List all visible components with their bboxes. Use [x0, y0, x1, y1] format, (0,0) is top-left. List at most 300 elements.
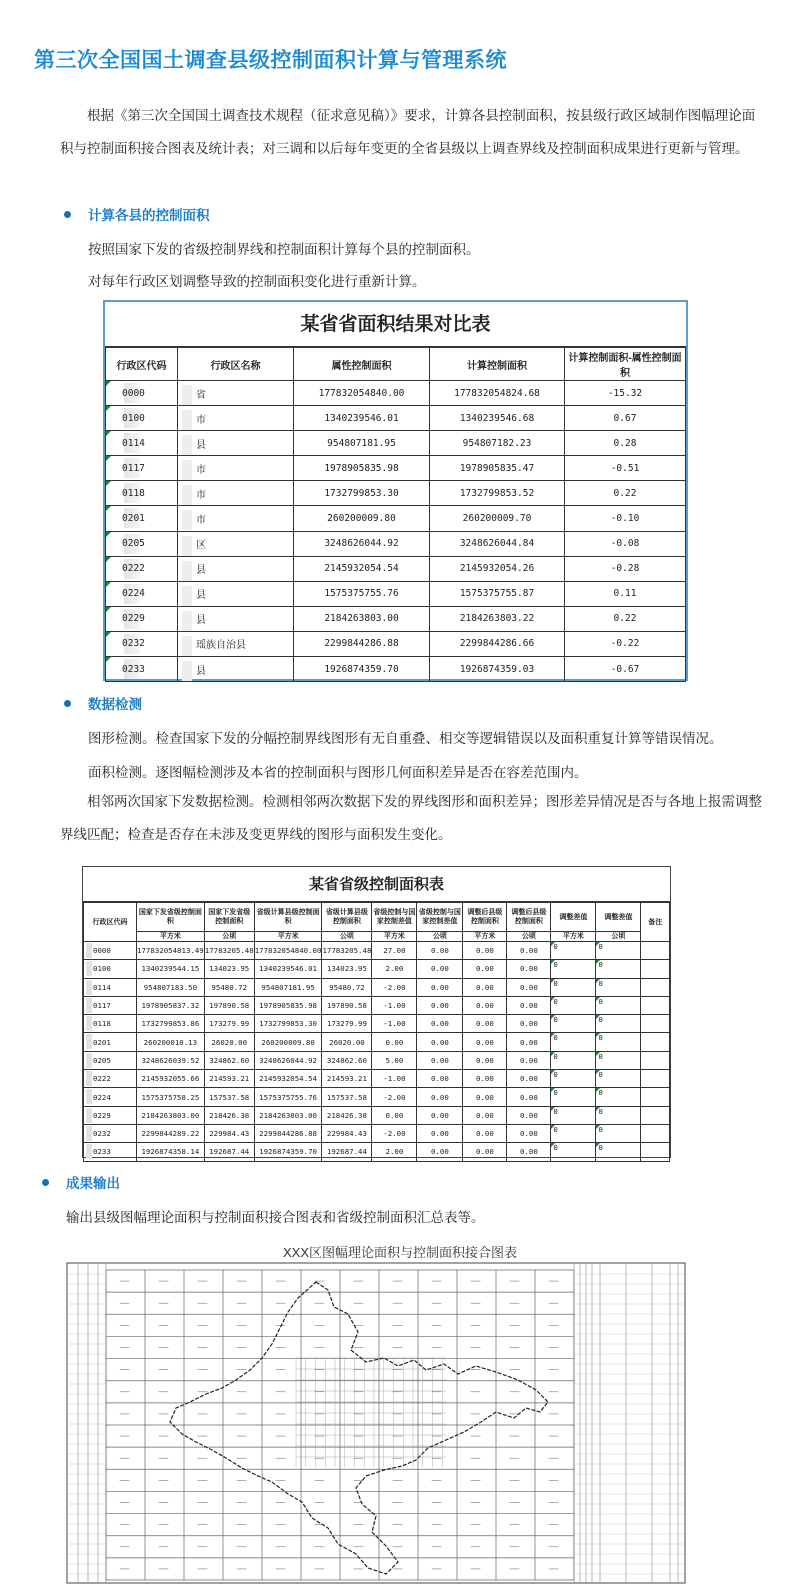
table1-row	[106, 531, 686, 556]
region-name-cell	[178, 381, 294, 406]
remark-cell	[641, 1015, 670, 1033]
table2-header: 平方米	[551, 932, 596, 942]
region-code-text: 0224	[122, 588, 145, 600]
area-value-cell: 260200009.80	[254, 1033, 322, 1051]
region-name-cell	[178, 631, 294, 656]
table2-row	[84, 1088, 670, 1106]
table2-row	[84, 1015, 670, 1033]
region-code-text: 0233	[93, 1147, 111, 1157]
region-code-cell	[106, 631, 178, 656]
area-value-cell: -0.51	[565, 456, 686, 481]
region-name-text: 市	[196, 464, 206, 476]
region-code-cell	[84, 1033, 137, 1051]
table1-title: 某省省面积结果对比表	[105, 302, 686, 347]
region-code-text: 0201	[122, 513, 145, 525]
area-value-cell: 0	[596, 996, 641, 1014]
area-value-cell: 0.00	[417, 978, 463, 996]
table2-header: 平方米	[254, 932, 322, 942]
area-value-cell: 0	[596, 1015, 641, 1033]
area-value-cell: 1575375755.76	[294, 581, 430, 606]
area-value-cell: 0.00	[417, 1088, 463, 1106]
section-heading-label: 成果输出	[66, 1176, 120, 1191]
area-value-cell: 260200009.80	[294, 506, 430, 531]
region-code-text: 0118	[122, 487, 145, 499]
region-name-text: 市	[196, 414, 206, 426]
province-control-area-table	[82, 866, 671, 1158]
region-code-cell	[84, 942, 137, 960]
area-value-cell: 0.00	[372, 1033, 417, 1051]
table2-header: 公顷	[204, 932, 254, 942]
area-value-cell: 0.00	[463, 1143, 507, 1161]
table1-row	[106, 481, 686, 506]
area-value-cell: -0.67	[565, 657, 686, 682]
area-value-cell: 2145932054.54	[294, 556, 430, 581]
area-value-cell: 134023.95	[322, 960, 372, 978]
area-value-cell: 0.00	[463, 1070, 507, 1088]
area-value-cell: 324862.60	[204, 1051, 254, 1069]
region-name-text: 县	[196, 439, 206, 451]
area-value-cell: 0	[596, 1088, 641, 1106]
area-value-cell: 2.00	[372, 960, 417, 978]
table1-grid	[105, 347, 686, 682]
area-value-cell: 27.00	[372, 942, 417, 960]
area-value-cell: 0.00	[507, 996, 551, 1014]
area-value-cell: 324862.60	[322, 1051, 372, 1069]
area-value-cell: 1575375758.25	[137, 1088, 205, 1106]
remark-cell	[641, 1070, 670, 1088]
region-code-cell	[84, 1070, 137, 1088]
table2-header: 调整后县级控制面积	[463, 903, 507, 932]
region-code-text: 0205	[122, 538, 145, 550]
region-code-cell	[84, 1015, 137, 1033]
region-code-text: 0201	[93, 1037, 111, 1047]
area-value-cell: 1732799853.30	[254, 1015, 322, 1033]
table2-grid	[83, 902, 670, 1162]
region-code-text: 0233	[122, 663, 145, 675]
area-value-cell: 0	[551, 1033, 596, 1051]
region-name-cell	[178, 431, 294, 456]
remark-cell	[641, 1051, 670, 1069]
area-value-cell: 0.22	[565, 606, 686, 631]
region-name-text: 县	[196, 565, 206, 577]
region-code-text: 0229	[122, 613, 145, 625]
area-value-cell: 0	[551, 1015, 596, 1033]
remark-cell	[641, 996, 670, 1014]
area-value-cell: 1926874359.03	[430, 657, 565, 682]
area-value-cell: -1.00	[372, 1015, 417, 1033]
table2-header: 备注	[641, 903, 670, 942]
region-code-cell	[84, 996, 137, 1014]
table2-row	[84, 1070, 670, 1088]
section-heading-label: 数据检测	[88, 697, 142, 712]
area-value-cell: 1926874358.14	[137, 1143, 205, 1161]
table1-header: 计算控制面积	[430, 348, 565, 381]
area-value-cell: 0.00	[507, 960, 551, 978]
area-value-cell: 0	[596, 1143, 641, 1161]
area-value-cell: 17783205.48	[322, 942, 372, 960]
table2-header: 省级计算县级控制面积	[322, 903, 372, 932]
area-value-cell: 0.00	[417, 1106, 463, 1124]
area-value-cell: 218426.38	[322, 1106, 372, 1124]
area-value-cell: 2.00	[372, 1143, 417, 1161]
section-heading-compute	[64, 204, 210, 224]
area-value-cell: 1732799853.30	[294, 481, 430, 506]
area-value-cell: 0.00	[463, 1033, 507, 1051]
area-value-cell: 0.00	[463, 960, 507, 978]
area-value-cell: 0.22	[565, 481, 686, 506]
remark-cell	[641, 1124, 670, 1142]
area-value-cell: 17783205.48	[204, 942, 254, 960]
region-code-cell	[106, 581, 178, 606]
region-code-cell	[84, 978, 137, 996]
area-value-cell: 173279.99	[204, 1015, 254, 1033]
table2-header: 省级计算县级控制面积	[254, 903, 322, 932]
area-value-cell: 0	[596, 1051, 641, 1069]
remark-cell	[641, 942, 670, 960]
table2-header: 平方米	[372, 932, 417, 942]
region-code-cell	[106, 531, 178, 556]
area-value-cell: 0.00	[463, 1051, 507, 1069]
area-value-cell: 0.00	[417, 1070, 463, 1088]
table1-row	[106, 431, 686, 456]
area-value-cell: -2.00	[372, 978, 417, 996]
area-value-cell: 197890.58	[322, 996, 372, 1014]
remark-cell	[641, 960, 670, 978]
region-code-cell	[106, 606, 178, 631]
area-value-cell: 0.28	[565, 431, 686, 456]
area-value-cell: -2.00	[372, 1088, 417, 1106]
table2-header: 调整后县级控制面积	[507, 903, 551, 932]
area-value-cell: 0.00	[463, 942, 507, 960]
area-value-cell: 954807182.23	[430, 431, 565, 456]
area-value-cell: 0	[551, 978, 596, 996]
area-value-cell: 218426.38	[204, 1106, 254, 1124]
area-value-cell: -0.28	[565, 556, 686, 581]
area-value-cell: 0.00	[507, 1033, 551, 1051]
area-value-cell: 0	[551, 1088, 596, 1106]
area-value-cell: 5.00	[372, 1051, 417, 1069]
area-value-cell: 177832054824.68	[430, 381, 565, 406]
area-value-cell: 2299844286.66	[430, 631, 565, 656]
area-value-cell: 0.00	[417, 996, 463, 1014]
section3-line1: 输出县级图幅理论面积与控制面积接合图表和省级控制面积汇总表等。	[66, 1210, 485, 1226]
region-code-text: 0114	[122, 437, 145, 449]
region-code-text: 0205	[93, 1055, 111, 1065]
area-value-cell: 0.00	[417, 942, 463, 960]
area-value-cell: 0.00	[372, 1106, 417, 1124]
area-value-cell: 0.00	[507, 1070, 551, 1088]
area-value-cell: 1340239544.15	[137, 960, 205, 978]
region-code-cell	[106, 556, 178, 581]
region-code-cell	[106, 381, 178, 406]
section1-line1: 按照国家下发的省级控制界线和控制面积计算每个县的控制面积。	[88, 242, 480, 258]
area-value-cell: 177832054840.00	[254, 942, 322, 960]
region-code-cell	[84, 1051, 137, 1069]
area-value-cell: 1978905835.47	[430, 456, 565, 481]
area-value-cell: 0.00	[507, 978, 551, 996]
area-value-cell: -1.00	[372, 996, 417, 1014]
area-value-cell: 0	[596, 978, 641, 996]
table2-header: 行政区代码	[84, 903, 137, 942]
table1-row	[106, 631, 686, 656]
bullet-icon	[64, 700, 71, 707]
area-value-cell: 0	[551, 1143, 596, 1161]
area-value-cell: 0.00	[507, 1051, 551, 1069]
area-value-cell: 0.00	[507, 1143, 551, 1161]
section-heading-output	[42, 1172, 120, 1192]
map-title: XXX区图幅理论面积与控制面积接合图表	[282, 1245, 517, 1260]
area-value-cell: 157537.58	[322, 1088, 372, 1106]
area-value-cell: 1340239546.68	[430, 406, 565, 431]
region-name-cell	[178, 531, 294, 556]
area-value-cell: 0	[596, 1124, 641, 1142]
area-value-cell: 214593.21	[322, 1070, 372, 1088]
area-value-cell: 0	[596, 1070, 641, 1088]
region-name-text: 省	[196, 389, 206, 401]
area-value-cell: 0	[596, 960, 641, 978]
area-value-cell: 1978905837.32	[137, 996, 205, 1014]
region-code-text: 0118	[93, 1019, 111, 1029]
area-value-cell: 26020.00	[204, 1033, 254, 1051]
area-value-cell: -0.10	[565, 506, 686, 531]
region-name-cell	[178, 606, 294, 631]
area-value-cell: 2299844286.88	[294, 631, 430, 656]
area-value-cell: 1340239546.01	[294, 406, 430, 431]
region-code-text: 0232	[122, 638, 145, 650]
area-value-cell: 0.00	[417, 1124, 463, 1142]
table2-header: 调整差值	[596, 903, 641, 932]
area-value-cell: 954807181.95	[254, 978, 322, 996]
table1-header: 属性控制面积	[294, 348, 430, 381]
area-value-cell: 0.00	[507, 942, 551, 960]
area-value-cell: 0.00	[507, 1088, 551, 1106]
remark-cell	[641, 1033, 670, 1051]
area-value-cell: 260200010.13	[137, 1033, 205, 1051]
table1-row	[106, 581, 686, 606]
area-value-cell: 260200009.70	[430, 506, 565, 531]
table1-header: 计算控制面积-属性控制面积	[565, 348, 686, 381]
table2-title: 某省省级控制面积表	[83, 867, 670, 902]
area-value-cell: 0	[551, 1106, 596, 1124]
region-code-text: 0229	[93, 1110, 111, 1120]
area-value-cell: 2184263803.22	[430, 606, 565, 631]
table2-header: 平方米	[137, 932, 205, 942]
area-value-cell: 0	[596, 1106, 641, 1124]
area-value-cell: 3248626044.92	[294, 531, 430, 556]
table2-header: 平方米	[463, 932, 507, 942]
area-value-cell: 229984.43	[204, 1124, 254, 1142]
region-code-text: 0117	[93, 1001, 111, 1011]
section2-line3: 相邻两次国家下发数据检测。检测相邻两次数据下发的界线图形和面积差异；图形差异情况是否与各地上报需调整界线匹配；检查是否存在未涉及变更界线的图形与面积发生变化。	[60, 794, 762, 843]
area-value-cell: -2.00	[372, 1124, 417, 1142]
region-name-cell	[178, 581, 294, 606]
area-value-cell: 954807181.95	[294, 431, 430, 456]
table2-header: 公顷	[322, 932, 372, 942]
area-value-cell: 954807183.50	[137, 978, 205, 996]
table2-header: 省级控制与国家控制差值	[417, 903, 463, 932]
region-code-text: 0100	[122, 412, 145, 424]
region-name-text: 市	[196, 515, 206, 527]
area-comparison-table	[103, 300, 688, 681]
area-value-cell: 2184263803.00	[137, 1106, 205, 1124]
area-value-cell: 0.67	[565, 406, 686, 431]
region-code-text: 0000	[122, 387, 145, 399]
table1-header: 行政区代码	[106, 348, 178, 381]
area-value-cell: 0.00	[463, 1088, 507, 1106]
remark-cell	[641, 978, 670, 996]
section-heading-label: 计算各县的控制面积	[88, 208, 210, 223]
area-value-cell: 0.00	[507, 1124, 551, 1142]
area-value-cell: 192687.44	[322, 1143, 372, 1161]
table2-header: 公顷	[417, 932, 463, 942]
region-code-text: 0114	[93, 982, 111, 992]
page-title: 第三次全国国土调查县级控制面积计算与管理系统	[34, 49, 507, 72]
table1-row	[106, 406, 686, 431]
table2-header: 公顷	[596, 932, 641, 942]
area-value-cell: 1926874359.70	[294, 657, 430, 682]
section2-line1: 图形检测。检查国家下发的分幅控制界线图形有无自重叠、相交等逻辑错误以及面积重复计算等错误情况。	[88, 731, 723, 747]
area-value-cell: 0.00	[463, 1015, 507, 1033]
area-value-cell: 177832054813.49	[137, 942, 205, 960]
region-code-text: 0000	[93, 946, 111, 956]
area-value-cell: 3248626039.52	[137, 1051, 205, 1069]
area-value-cell: 0	[596, 942, 641, 960]
section1-line2: 对每年行政区划调整导致的控制面积变化进行重新计算。	[88, 274, 426, 290]
region-code-cell	[84, 960, 137, 978]
area-value-cell: 214593.21	[204, 1070, 254, 1088]
region-name-cell	[178, 456, 294, 481]
area-value-cell: 0	[596, 1033, 641, 1051]
area-value-cell: 0.00	[417, 1051, 463, 1069]
table2-row	[84, 1033, 670, 1051]
remark-cell	[641, 1106, 670, 1124]
area-value-cell: 0.00	[463, 978, 507, 996]
table2-row	[84, 978, 670, 996]
table1-header: 行政区名称	[178, 348, 294, 381]
area-value-cell: -1.00	[372, 1070, 417, 1088]
table2-header: 公顷	[507, 932, 551, 942]
table2-header: 省级控制与国家控制差值	[372, 903, 417, 932]
area-value-cell: 2145932054.26	[430, 556, 565, 581]
table2-header: 国家下发省级控制面积	[137, 903, 205, 932]
remark-cell	[641, 1143, 670, 1161]
region-name-cell	[178, 556, 294, 581]
table1-row	[106, 606, 686, 631]
region-code-cell	[106, 506, 178, 531]
area-value-cell: 0	[551, 1051, 596, 1069]
table2-row	[84, 1106, 670, 1124]
area-value-cell: 1575375755.87	[430, 581, 565, 606]
region-code-cell	[84, 1088, 137, 1106]
area-value-cell: 134023.95	[204, 960, 254, 978]
region-code-text: 0100	[93, 964, 111, 974]
table2-row	[84, 1124, 670, 1142]
region-name-text: 县	[196, 665, 206, 677]
area-value-cell: 1978905835.98	[294, 456, 430, 481]
area-value-cell: 2145932054.54	[254, 1070, 322, 1088]
area-value-cell: 0.00	[463, 1106, 507, 1124]
area-value-cell: 0.00	[463, 1124, 507, 1142]
area-value-cell: 0.00	[417, 960, 463, 978]
area-value-cell: 0	[551, 960, 596, 978]
table1-row	[106, 506, 686, 531]
region-name-text: 县	[196, 590, 206, 602]
area-value-cell: 0.00	[463, 996, 507, 1014]
region-name-cell	[178, 406, 294, 431]
region-name-text: 市	[196, 489, 206, 501]
area-value-cell: 95480.72	[204, 978, 254, 996]
area-value-cell: 0.00	[417, 1143, 463, 1161]
area-value-cell: 229984.43	[322, 1124, 372, 1142]
area-value-cell: 192687.44	[204, 1143, 254, 1161]
area-value-cell: 0.00	[507, 1015, 551, 1033]
region-code-text: 0117	[122, 462, 145, 474]
area-value-cell: 0	[551, 942, 596, 960]
region-code-cell	[84, 1124, 137, 1142]
area-value-cell: 0.00	[417, 1015, 463, 1033]
area-value-cell: 0	[551, 1070, 596, 1088]
area-value-cell: 197890.58	[204, 996, 254, 1014]
bullet-icon	[64, 211, 71, 218]
area-value-cell: 3248626044.84	[430, 531, 565, 556]
table2-row	[84, 1051, 670, 1069]
region-code-cell	[106, 456, 178, 481]
area-value-cell: 1926874359.70	[254, 1143, 322, 1161]
region-name-cell	[178, 506, 294, 531]
region-code-cell	[106, 431, 178, 456]
region-code-cell	[106, 657, 178, 682]
sheet-index-map	[66, 1262, 686, 1584]
region-name-text: 瑶族自治县	[196, 640, 246, 652]
area-value-cell: 1575375755.76	[254, 1088, 322, 1106]
region-code-text: 0232	[93, 1129, 111, 1139]
region-name-text: 县	[196, 615, 206, 627]
area-value-cell: 0.11	[565, 581, 686, 606]
area-value-cell: 173279.99	[322, 1015, 372, 1033]
region-code-text: 0222	[93, 1074, 111, 1084]
table1-row	[106, 657, 686, 682]
table2-row	[84, 960, 670, 978]
table2-row	[84, 1143, 670, 1161]
region-code-cell	[106, 406, 178, 431]
area-value-cell: 3248626044.92	[254, 1051, 322, 1069]
area-value-cell: 2184263803.00	[294, 606, 430, 631]
region-code-cell	[106, 481, 178, 506]
bullet-icon	[42, 1179, 49, 1186]
area-value-cell: 2184263803.00	[254, 1106, 322, 1124]
table2-header: 国家下发省级控制面积	[204, 903, 254, 932]
area-value-cell: 2299844286.88	[254, 1124, 322, 1142]
table1-row	[106, 381, 686, 406]
region-name-text: 区	[196, 540, 206, 552]
table1-row	[106, 456, 686, 481]
area-value-cell: 1340239546.01	[254, 960, 322, 978]
region-code-cell	[84, 1106, 137, 1124]
table2-header: 调整差值	[551, 903, 596, 932]
area-value-cell: -15.32	[565, 381, 686, 406]
area-value-cell: 0.00	[507, 1106, 551, 1124]
region-name-cell	[178, 657, 294, 682]
area-value-cell: -0.22	[565, 631, 686, 656]
region-code-text: 0222	[122, 563, 145, 575]
section-heading-check	[64, 693, 142, 713]
table1-row	[106, 556, 686, 581]
area-value-cell: -0.08	[565, 531, 686, 556]
area-value-cell: 26020.00	[322, 1033, 372, 1051]
area-value-cell: 95480.72	[322, 978, 372, 996]
area-value-cell: 1732799853.52	[430, 481, 565, 506]
area-value-cell: 0	[551, 996, 596, 1014]
